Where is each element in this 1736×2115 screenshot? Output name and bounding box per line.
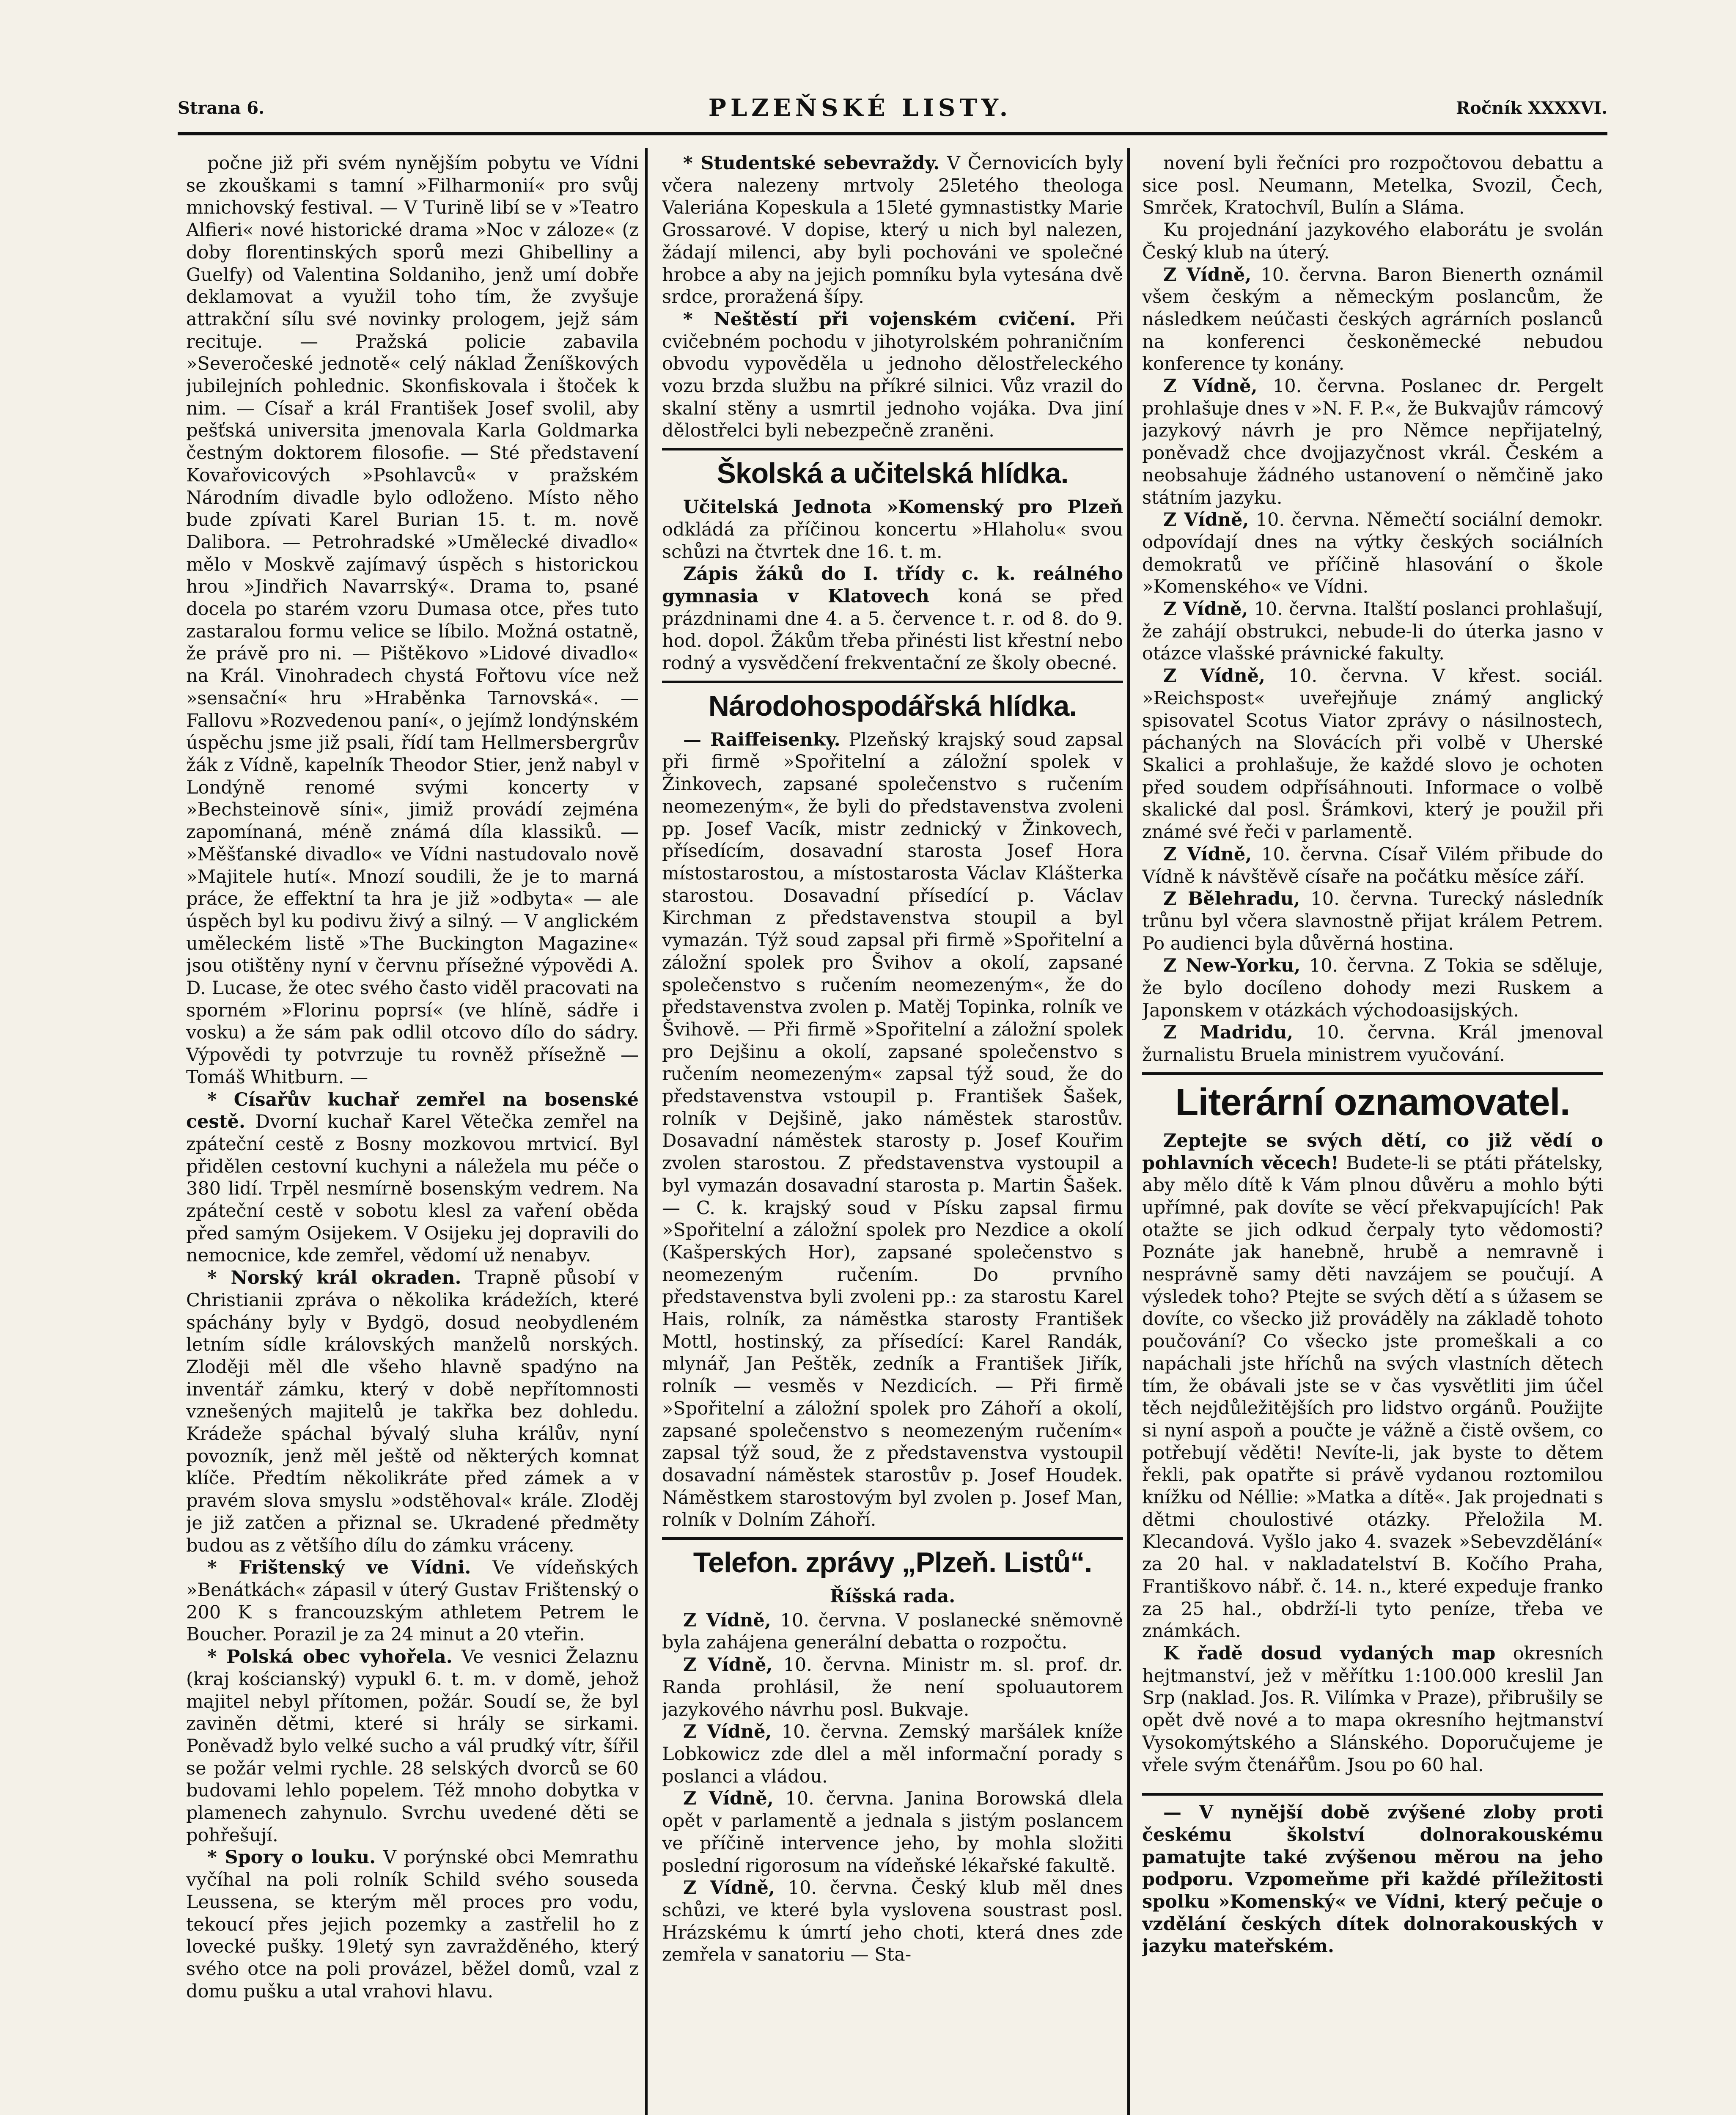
article <box>662 496 1123 563</box>
article-title: Zeptejte se svých dětí, co již vědí o pohlavních věcech! <box>1142 1130 1603 1174</box>
article <box>662 308 1123 442</box>
news-item <box>1142 665 1603 843</box>
article-title: * Polská obec vyhořela. <box>207 1646 453 1668</box>
article-title: * Studentské sebevraždy. <box>683 153 940 174</box>
article-text: V porýnské obci Memrathu vyčíhal na poli rolník Schild svého souseda Leussena, se kterým měl proces pro vodu, tekoucí přes jejich pozemky a zastřelil ho z lovecké pušky. 19letý syn zavražděného, který svého otce na poli provázel, běžel domů, vzal z domu pušku a utal vrahovi hlavu. <box>186 1847 639 2002</box>
article <box>1142 1130 1603 1643</box>
appeal-notice: — V nynější době zvýšené zloby proti českému školství dolnorakouskému pamatujte také zvýšenou měrou na jeho podporu. Vzpomeňme při každé příležitosti spolku »Komenský« ve Vídni, který pečuje o vzdělání českých dítek dolnorakouských v jazyku mateřském. <box>1142 1793 1603 1958</box>
section-heading-economy: Národohospodářská hlídka. <box>662 681 1123 725</box>
news-item <box>1142 375 1603 509</box>
news-text: Ku projednání jazykového elaborátu je svolán Český klub na úterý. <box>1142 220 1603 263</box>
dateline: Z Vídně, <box>1163 665 1265 687</box>
news-item <box>1142 1022 1603 1066</box>
dateline: Z Vídně, <box>683 1721 772 1743</box>
volume-label: Ročník XXXXVI. <box>1456 98 1607 118</box>
news-item <box>662 1654 1123 1721</box>
news-text: novení byli řečníci pro rozpočtovou debattu a sice posl. Neumann, Metelka, Svozil, Čech, Smrček, Kratochvíl, Bulín a Sláma. <box>1142 153 1603 219</box>
dateline: Z Vídně, <box>1163 376 1258 397</box>
news-item <box>662 1877 1123 1966</box>
news-item <box>662 1721 1123 1788</box>
dateline: Z Madridu, <box>1163 1022 1294 1044</box>
article-text: Při cvičebném pochodu v jihotyrolském pohraničním obvodu vypověděla u jednoho dělostřeleckého vozu brzda službu na příkré silnici. Vůz vrazil do skalní stěny a usmrtil jednoho vojáka. Dva jiní dělostřelci byli nebezpečně zraněni. <box>662 308 1123 442</box>
article <box>186 1089 639 1267</box>
section-heading-literary: Literární oznamovatel. <box>1142 1072 1603 1126</box>
column-divider <box>645 148 648 2115</box>
article-text: odkládá za příčinou koncertu »Hlaholu« svou schůzi na čtvrtek dne 16. t. m. <box>662 519 1123 563</box>
news-text: 10. června. Ministr m. sl. prof. dr. Randa prohlásil, že není spoluautorem jazykového návrhu posl. Bukvaje. <box>662 1654 1123 1720</box>
column-2 <box>662 152 1123 2115</box>
news-text: 10. června. Turecký následník trůnu byl včera slavnostně přijat králem Petrem. Po audienci byla důvěrná hostina. <box>1142 888 1603 954</box>
news-item <box>1142 843 1603 888</box>
news-text: 10. června. Italští poslanci prohlašují, že zahájí obstrukci, nebude-li do úterka jasno v otázce vlašské právnické fakulty. <box>1142 599 1603 665</box>
article <box>186 1557 639 1646</box>
article-title: * Spory o louku. <box>207 1847 376 1868</box>
article-text: Ve vesnici Želaznu (kraj kościanský) vypukl 6. t. m. v domě, jehož majitel nebyl přítomen, požár. Soudí se, že byl zaviněn dětmi, které si hrály se sirkami. Poněvadž bylo velké sucho a vál prudký vítr, šířil se požár velmi rychle. 28 selských dvorců se 60 budovami lehlo popelem. Též mnoho dobytka v plamenech zahynulo. Svrchu uvedené děti se pohřešují. <box>186 1646 639 1846</box>
section-heading-telefon: Telefon. zprávy „Plzeň. Listů“. <box>662 1537 1123 1581</box>
article-title: * Frištenský ve Vídni. <box>207 1557 471 1579</box>
dateline: Z Vídně, <box>1163 264 1252 286</box>
article-text: V Černovicích byly včera nalezeny mrtvoly 25letého theologa Valeriána Kopeskula a 15leté gymnastistky Marie Grossarové. V dopise, který u nich byl nalezen, žádají milenci, aby byli pochováni ve společné hrobce a aby na jejich pomníku byla vytesána dvě srdce, proražená šípy. <box>662 153 1123 308</box>
column-divider <box>1127 148 1130 2115</box>
article-text: Trapně působí v Christianii zpráva o několika krádežích, které spáchány byly v Bydgö, dosud neobydleném letním sídle královských manželů norských. Zloději měl dle všeho hlavně spadýno na inventář zámku, který v době nepřítomnosti vznešených majitelů je takřka bez dohledu. Krádeže spáchal bývalý sluha králův, nyní povozník, jenž měl ještě od některých komnat klíče. Předtím několikráte před zámek a v pravém slova smyslu »odstěhoval« krále. Zloděj je již zatčen a přiznal se. Ukradené předměty budou as z většího dílu do zámku vráceny. <box>186 1267 639 1556</box>
news-text: 10. června. Poslanec dr. Pergelt prohlašuje dnes v »N. F. P.«, že Bukvajův rámcový jazykový návrh je pro Němce nepřijatelný, poněvadž chce dvojjazyčnost vkrál. Českém a neobsahuje žádného ustanovení o němčině jako státním jazyku. <box>1142 376 1603 508</box>
article <box>662 152 1123 308</box>
masthead-title: PLZEŇSKÉ LISTY. <box>708 94 1012 122</box>
page-number: Strana 6. <box>178 98 265 118</box>
article-text: okresních hejtmanství, jež v měřítku 1:100.000 kreslil Jan Srp (naklad. Jos. R. Vilímka v Praze), přibrušily se opět dvě nové a to mapa okresního hejtmanství Vysokomýtského a Slánského. Doporučujeme je vřele svým čtenářům. Jsou po 60 hal. <box>1142 1643 1603 1776</box>
news-item <box>1142 598 1603 665</box>
article <box>662 563 1123 675</box>
article <box>662 729 1123 1531</box>
news-item <box>1142 152 1603 219</box>
news-text: 10. června. Král jmenoval žurnalistu Bruela ministrem vyučování. <box>1142 1022 1603 1066</box>
news-text: 10. června. Císař Vilém přibude do Vídně k návštěvě císaře na počátku měsíce září. <box>1142 843 1603 887</box>
article-text: koná se před prázdninami dne 4. a 5. července t. r. od 8. do 9. hod. dopol. Žákům třeba přinésti list křestní nebo rodný a vysvědčení frekventační ze školy obecné. <box>662 585 1123 674</box>
article-text: Dvorní kuchař Karel Větečka zemřel na zpáteční cestě z Bosny mozkovou mrtvicí. Byl přidělen cestovní kuchyni a náležela mu péče o 380 lidí. Trpěl nesmírně bosenským vedrem. Na zpáteční cestě v sobotu klesl za vaření oběda před samým Osijekem. V Osijeku jej dopravili do nemocnice, kde zemřel, vědomí už nenabyv. <box>186 1111 639 1266</box>
dateline: Z Bělehradu, <box>1163 888 1300 910</box>
subheading: Říšská rada. <box>830 1586 956 1607</box>
article-title: Zápis žáků do I. třídy c. k. reálného gymnasia v Klatovech <box>662 563 1123 607</box>
header-rule <box>178 132 1607 135</box>
article <box>186 1646 639 1846</box>
article-text: Ve vídeňských »Benátkách« zápasil v úterý Gustav Frištenský o 200 K s francouzským athletem Petrem le Boucher. Porazil je za 24 minut a 20 vteřin. <box>186 1557 639 1645</box>
news-text: 10. června. V poslanecké sněmovně byla zahájena generální debatta o rozpočtu. <box>662 1610 1123 1654</box>
article-title: Učitelská Jednota »Komenský pro Plzeň <box>683 497 1123 518</box>
dateline: Z New-Yorku, <box>1163 955 1301 977</box>
page-header <box>178 89 1607 127</box>
news-item <box>1142 264 1603 376</box>
news-text: 10. června. V křest. sociál. »Reichspost« uveřejňuje známý anglický spisovatel Scotus Viator zprávy o násilnostech, páchaných na Slovácích při volbě v Uherské Skalici a prohlašuje, že každé slovo je ochoten před soudem odpřísáhnouti. Informace o volbě skalické dal posl. Šrámkovi, který je použil při známé své řeči v parlamentě. <box>1142 665 1603 843</box>
news-item <box>1142 509 1603 598</box>
article <box>1142 1643 1603 1776</box>
dateline: Z Vídně, <box>1163 599 1248 620</box>
column-1 <box>186 152 639 2115</box>
news-text: 10. června. Baron Bienerth oznámil všem českým a německým poslancům, že následkem neúčasti českých agrárních poslanců na konferenci českoněmecké nebudou konference ty konány. <box>1142 264 1603 375</box>
column-3 <box>1142 152 1603 2115</box>
section-heading-school: Školská a učitelská hlídka. <box>662 448 1123 492</box>
dateline: Z Vídně, <box>1163 509 1249 531</box>
news-item <box>662 1788 1123 1877</box>
article-text: Plzeňský krajský soud zapsal při firmě »Spořitelní a záložní spolek v Žinkovech, zapsané společenstvo s ručením neomezeným«, že byli do představenstva zvoleni pp. Josef Vacík, mistr zednický v Žinkovech, přísedícím, dosavadní starosta Josef Hora místostarostou, a místostarosta Václav Klášterka starostou. Dosavadní přísedící p. Václav Kirchman z představenstva stoupil a byl vymazán. Týž soud zapsal při firmě »Spořitelní a záložní spolek pro Švihov a okolí, zapsané společenstvo s ručením neomezeným«, že do představenstva zvolen p. Matěj Topinka, rolník ve Švihově. — Při firmě »Spořitelní a záložní spolek pro Dejšinu a okolí, zapsané společenstvo s ručením neomezeným« zapsal týž soud, že do představenstva vstoupil p. František Šašek, rolník v Dejšině, jako náměstek starostův. Dosavadní náměstek starosty p. Josef Kouřim zvolen starostou. Z představenstva vystoupil a byl vymazán dosavadní starosta p. Martin Šašek. — C. k. krajský soud v Písku zapsal firmu »Spořitelní a záložní spolek pro Nezdice a okolí (Kašperských Hor), zapsané společenstvo s neomezeným ručením. Do prvního představenstva byli zvoleni pp.: za starostu Karel Hais, rolník, za náměstka starosty František Mottl, hostinský, za přísedící: Karel Randák, mlynář, Jan Peštěk, zedník a František Jiřík, rolník — vesměs v Nezdicích. — Při firmě »Spořitelní a záložní spolek pro Záhoří a okolí, zapsané společenstvo s neomezeným ručením« zapsal týž soud, že z představenstva vystoupil dosavadní náměstek starostův p. Josef Houdek. Náměstkem starostovým byl zvolen p. Josef Man, rolník v Dolním Záhoří. <box>662 729 1123 1531</box>
article <box>186 1846 639 2002</box>
news-text: 10. června. Z Tokia se sděluje, že bylo docíleno dohody mezi Ruskem a Japonskem v otázkách východoasijských. <box>1142 955 1603 1021</box>
news-item <box>662 1610 1123 1654</box>
article-text: počne již při svém nynějším pobytu ve Vídni se zkouškami s tamní »Filharmonií« pro svůj mnichovský festival. — V Turině libí se v »Teatro Alfieri« nové historické drama »Noc v záloze« (z doby florentinských sporů mezi Ghibelliny a Guelfy) od Valentina Soldaniho, jenž umí dobře deklamovat a využil toho tím, že zvyšuje attrakční sílu své novinky prologem, jejž sám recituje. — Pražská policie zabavila »Severočeské jednotě« celý náklad Ženíškových jubilejních pohlednic. Skonfiskovala i štoček k nim. — Císař a král František Josef svolil, aby pešťská universita jmenovala Karla Goldmarka čestným doktorem filosofie. — Sté představení Kovařovicových »Psohlavců« v pražském Národním divadle bylo odloženo. Místo něho bude zpívati Karel Burian 15. t. m. nově Dalibora. — Petrohradské »Umělecké divadlo« mělo v Moskvě zajímavý úspěch s historickou hrou »Jindřich Navarrský«. Drama to, psané docela po starém vzoru Dumasa otce, přes tuto zastaralou formu velice se líbilo. Možná ostatně, že právě pro ni. — Pištěkovo »Lidové divadlo« na Král. Vinohradech chystá Fořtovu více než »sensační« hru »Hraběnka Tarnovská«. — Fallovu »Rozvedenou paní«, o jejímž londýnském úspěchu jsme již psali, řídí tam Hellmersbergrův žák z Vídně, kapelník Theodor Stier, jenž nabyl v Londýně renomé svými koncerty v »Bechsteinově síni«, jimiž provádí zejména zapomínaná, méně známá díla klassiků. — »Měšťanské divadlo« ve Vídni nastudovalo nově »Majitele hutí«. Mnozí soudili, že je to marná práce, že effektní ta hra je již »odbyta« — ale úspěch byl ku podivu živý a silný. — V anglickém uměleckém listě »The Buckington Magazine« jsou otištěny nyní v červnu přísežné výpovědi A. D. Lucase, že otec svého často viděl pracovati na sporném »Florinu poprsí« (ve hlíně, sádře i vosku) a že sám pak odlil otcovo dílo do sádry. Výpovědi ty potvrzuje tu rovněž přísežně — Tomáš Whitburn. — <box>186 153 639 1088</box>
article-title: * Císařův kuchař zemřel na bosenské cestě. <box>186 1089 639 1133</box>
article-title: * Norský král okraden. <box>207 1267 461 1289</box>
news-text: 10. června. Němečtí sociální demokr. odpovídají dnes na výtky českých sociálních demokratů ve příčině hlasování o škole »Komenského« ve Vídni. <box>1142 509 1603 598</box>
article-title: * Neštěstí při vojenském cvičení. <box>683 308 1076 330</box>
article-title: — Raiffeisenky. <box>683 729 841 750</box>
news-text: 10. června. Český klub měl dnes schůzi, ve které byla vyslovena soustrast posl. Hrázskému k úmrtí jeho choti, která dnes zde zemřela v sanatoriu — Sta- <box>662 1877 1123 1966</box>
news-text: 10. června. Zemský maršálek kníže Lobkowicz zde dlel a měl informační porady s poslanci a vládou. <box>662 1721 1123 1787</box>
article <box>186 1267 639 1557</box>
article-title: K řadě dosud vydaných map <box>1163 1643 1496 1664</box>
dateline: Z Vídně, <box>683 1877 775 1899</box>
news-item <box>1142 888 1603 955</box>
article-text: Budete-li se ptáti přátelsky, aby mělo dítě k Vám plnou důvěru a mohlo býti upřímné, pak dovíte se věcí překvapujících! Pak otažte se jich odkud čerpaly tyto vědomosti? Poznáte jak hanebně, hrubě a nemravně i nesprávně samy děti navzájem se poučují. A výsledek toho? Ptejte se svých dětí a s úžasem se dovíte, co všecko již prováděly na základě tohoto poučování? Co všecko jste promeškali a co napáchali jste hříchů na svých vlastních dětech tím, že obávali jste se v čas vysvětliti jim účel těch nejdůležitějších pro lidstvo orgánů. Použijte si nyní aspoň a poučte je vážně a čistě ovšem, co potřebují věděti! Nevíte-li, jak byste to dětem řekli, pak opatřte si právě vydanou roztomilou knížku od Néllie: »Matka a dítě«. Jak projednati s dětmi choulostivé otázky. Přeložila M. Klecandová. Vyšlo jako 4. svazek »Sebevzdělání« za 20 hal. v nakladatelství B. Kočího Praha, Františkovo nábř. č. 14. n., které expeduje franko za 25 hal., obdrží-li tyto peníze, třeba ve známkách. <box>1142 1152 1603 1642</box>
news-item <box>1142 219 1603 264</box>
news-item <box>1142 955 1603 1022</box>
dateline: Z Vídně, <box>683 1788 774 1810</box>
news-text: 10. června. Janina Borowská dlela opět v parlamentě a jednala s jistým poslancem ve příčině intervence jeho, by mohla složiti poslední rigorosum na vídeňské lékařské fakultě. <box>662 1788 1123 1876</box>
dateline: Z Vídně, <box>683 1610 771 1631</box>
dateline: Z Vídně, <box>683 1654 773 1676</box>
dateline: Z Vídně, <box>1163 843 1252 865</box>
